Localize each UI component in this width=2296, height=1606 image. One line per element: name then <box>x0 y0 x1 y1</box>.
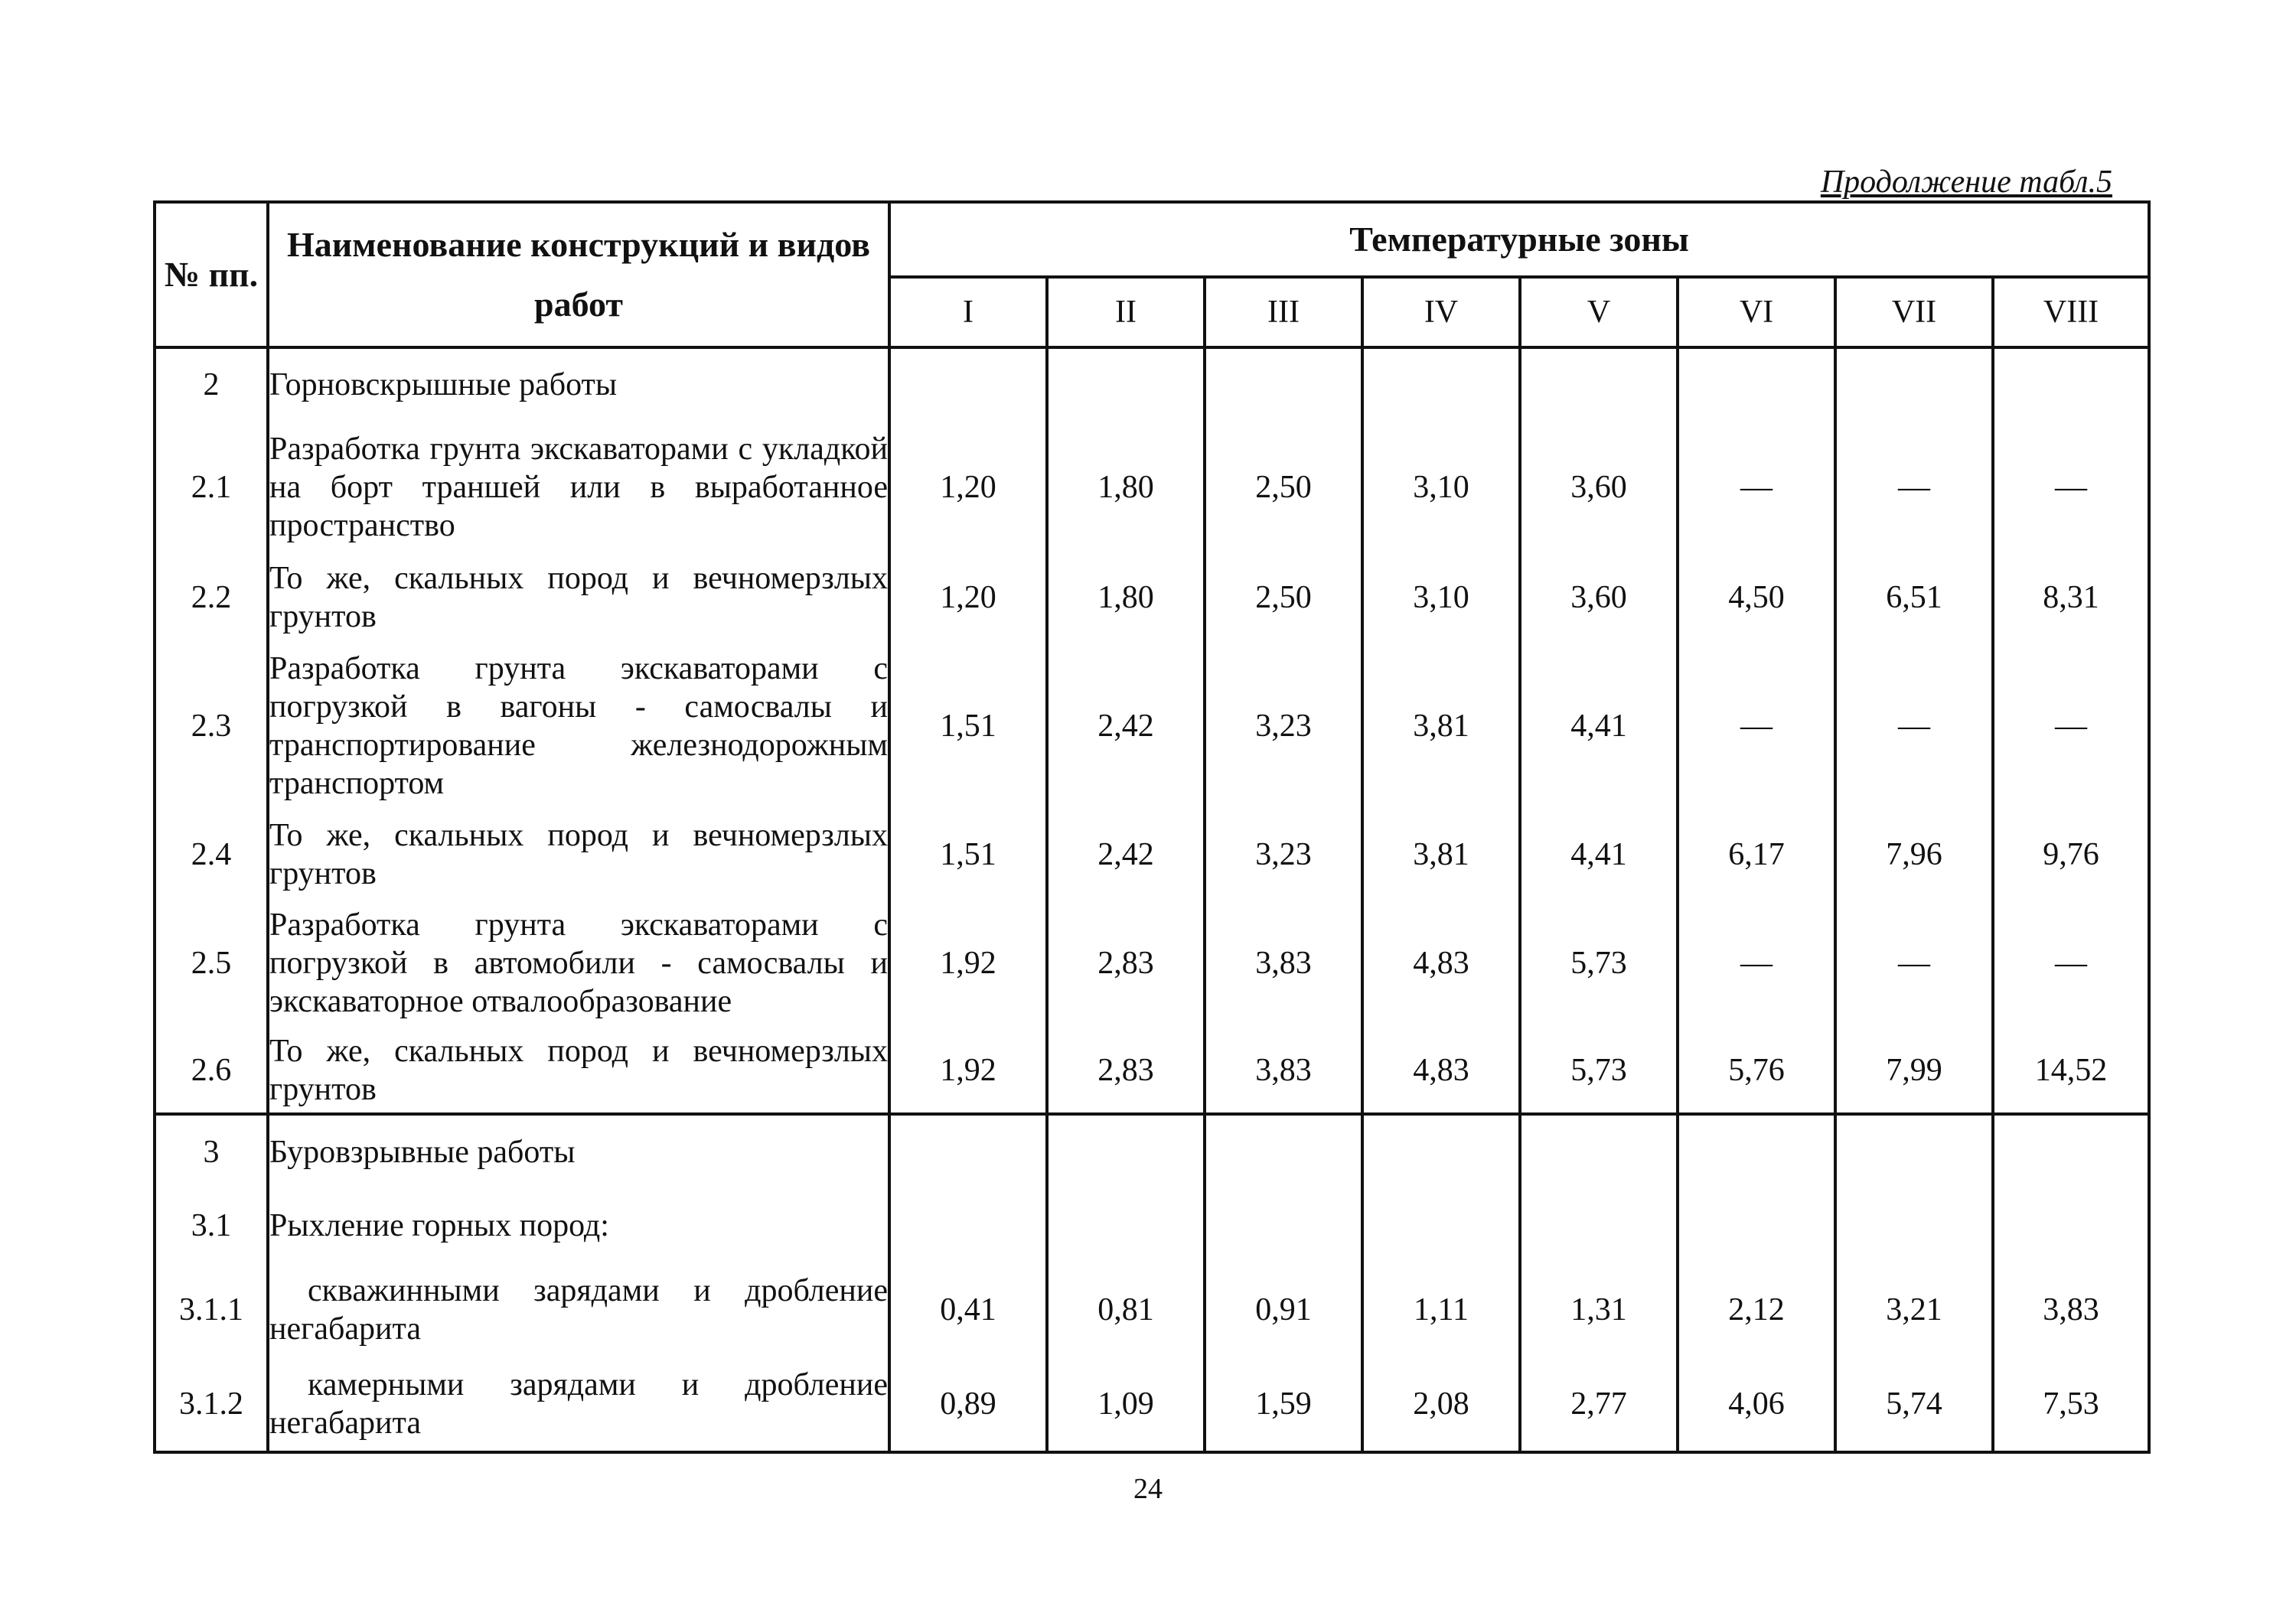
zone-value: 7,99 <box>1835 1028 1993 1114</box>
table-row <box>155 1028 2149 1114</box>
zone-value: 3,23 <box>1205 641 1362 811</box>
zone-value: 3,60 <box>1520 554 1678 641</box>
header-name: Наименование конструкций и видов работ <box>268 202 889 347</box>
table-row <box>155 1357 2149 1452</box>
zone-value: 2,12 <box>1678 1262 1835 1357</box>
table-row <box>155 898 2149 1028</box>
zone-value: — <box>1678 898 1835 1028</box>
row-name: Буровзрывные работы <box>268 1114 889 1189</box>
row-name: скважинными зарядами и дробление негабарита <box>268 1262 889 1357</box>
row-name: То же, скальных пород и вечномерзлых грунтов <box>268 811 889 898</box>
zone-value: 5,74 <box>1835 1357 1993 1452</box>
table-row <box>155 421 2149 554</box>
row-number: 2.6 <box>155 1028 268 1114</box>
zone-value <box>1678 347 1835 421</box>
zone-value: 5,76 <box>1678 1028 1835 1114</box>
coefficients-table <box>153 200 2151 1454</box>
row-number: 3 <box>155 1114 268 1189</box>
row-number: 3.1 <box>155 1189 268 1262</box>
zone-value <box>1205 347 1362 421</box>
table-row <box>155 347 2149 421</box>
zone-value: 7,53 <box>1993 1357 2149 1452</box>
zone-value: 3,60 <box>1520 421 1678 554</box>
zone-value: — <box>1993 641 2149 811</box>
zone-value: 0,91 <box>1205 1262 1362 1357</box>
zone-value: 7,96 <box>1835 811 1993 898</box>
zone-value <box>1678 1189 1835 1262</box>
zone-value: 4,41 <box>1520 641 1678 811</box>
header-zone: IV <box>1362 277 1520 347</box>
header-zone: I <box>889 277 1047 347</box>
zone-value: — <box>1835 421 1993 554</box>
zone-value: 5,73 <box>1520 1028 1678 1114</box>
zone-value: 2,77 <box>1520 1357 1678 1452</box>
zone-value <box>1835 1189 1993 1262</box>
row-number: 2.1 <box>155 421 268 554</box>
zone-value <box>1047 1114 1205 1189</box>
table-caption: Продолжение табл.5 <box>1820 165 2112 200</box>
zone-value: 3,21 <box>1835 1262 1993 1357</box>
zone-value: 0,89 <box>889 1357 1047 1452</box>
header-zones-title: Температурные зоны <box>889 202 2149 277</box>
zone-value: — <box>1835 641 1993 811</box>
zone-value <box>1835 1114 1993 1189</box>
zone-value: 1,59 <box>1205 1357 1362 1452</box>
zone-value: 3,81 <box>1362 641 1520 811</box>
zone-value: 1,31 <box>1520 1262 1678 1357</box>
zone-value: 2,42 <box>1047 641 1205 811</box>
zone-value: 3,81 <box>1362 811 1520 898</box>
row-name: Разработка грунта экскаваторами с погрузкой в вагоны - самосвалы и транспортирование железнодорожным транспортом <box>268 641 889 811</box>
zone-value <box>1205 1114 1362 1189</box>
header-zone: III <box>1205 277 1362 347</box>
table-row <box>155 1114 2149 1189</box>
row-number: 2.2 <box>155 554 268 641</box>
zone-value: 2,83 <box>1047 1028 1205 1114</box>
zone-value: 3,83 <box>1205 898 1362 1028</box>
zone-value: — <box>1835 898 1993 1028</box>
zone-value: 1,51 <box>889 641 1047 811</box>
zone-value <box>1047 1189 1205 1262</box>
table-row <box>155 554 2149 641</box>
table-row <box>155 1189 2149 1262</box>
zone-value: 4,41 <box>1520 811 1678 898</box>
zone-value <box>889 1114 1047 1189</box>
zone-value <box>1993 347 2149 421</box>
zone-value: 6,17 <box>1678 811 1835 898</box>
zone-value: 14,52 <box>1993 1028 2149 1114</box>
zone-value <box>1362 1189 1520 1262</box>
header-zone: VII <box>1835 277 1993 347</box>
zone-value <box>1047 347 1205 421</box>
zone-value: 1,51 <box>889 811 1047 898</box>
row-name: То же, скальных пород и вечномерзлых грунтов <box>268 1028 889 1114</box>
zone-value: 1,11 <box>1362 1262 1520 1357</box>
zone-value: 8,31 <box>1993 554 2149 641</box>
row-name: Рыхление горных пород: <box>268 1189 889 1262</box>
zone-value: 4,83 <box>1362 898 1520 1028</box>
row-number: 3.1.2 <box>155 1357 268 1452</box>
zone-value: 2,42 <box>1047 811 1205 898</box>
zone-value <box>889 1189 1047 1262</box>
row-number: 2.3 <box>155 641 268 811</box>
zone-value: 4,50 <box>1678 554 1835 641</box>
row-name: Горновскрышные работы <box>268 347 889 421</box>
zone-value: 3,10 <box>1362 554 1520 641</box>
zone-value: 2,50 <box>1205 554 1362 641</box>
zone-value: 3,83 <box>1205 1028 1362 1114</box>
zone-value: 1,80 <box>1047 554 1205 641</box>
zone-value: — <box>1678 641 1835 811</box>
zone-value: 2,83 <box>1047 898 1205 1028</box>
zone-value <box>1678 1114 1835 1189</box>
zone-value: — <box>1678 421 1835 554</box>
zone-value: 1,92 <box>889 1028 1047 1114</box>
zone-value: 4,83 <box>1362 1028 1520 1114</box>
zone-value: 3,23 <box>1205 811 1362 898</box>
zone-value: 1,92 <box>889 898 1047 1028</box>
header-zone: VI <box>1678 277 1835 347</box>
zone-value <box>1205 1189 1362 1262</box>
header-zone: V <box>1520 277 1678 347</box>
zone-value: 1,80 <box>1047 421 1205 554</box>
zone-value <box>1993 1114 2149 1189</box>
zone-value: — <box>1993 898 2149 1028</box>
zone-value <box>1993 1189 2149 1262</box>
zone-value: 1,20 <box>889 554 1047 641</box>
zone-value <box>1520 1189 1678 1262</box>
zone-value: 5,73 <box>1520 898 1678 1028</box>
zone-value: 1,20 <box>889 421 1047 554</box>
zone-value <box>889 347 1047 421</box>
table-row <box>155 641 2149 811</box>
zone-value <box>1520 1114 1678 1189</box>
table-row <box>155 811 2149 898</box>
zone-value: 3,10 <box>1362 421 1520 554</box>
zone-value: 2,08 <box>1362 1357 1520 1452</box>
zone-value: 6,51 <box>1835 554 1993 641</box>
row-number: 2 <box>155 347 268 421</box>
zone-value: 9,76 <box>1993 811 2149 898</box>
header-zone: II <box>1047 277 1205 347</box>
zone-value: 3,83 <box>1993 1262 2149 1357</box>
zone-value: 0,81 <box>1047 1262 1205 1357</box>
zone-value <box>1835 347 1993 421</box>
table-row <box>155 1262 2149 1357</box>
header-zone: VIII <box>1993 277 2149 347</box>
row-number: 2.4 <box>155 811 268 898</box>
page-number: 24 <box>1133 1473 1163 1505</box>
zone-value: 2,50 <box>1205 421 1362 554</box>
row-name: Разработка грунта экскаваторами с укладкой на борт траншей или в выработанное пространство <box>268 421 889 554</box>
zone-value: 1,09 <box>1047 1357 1205 1452</box>
table-body <box>155 347 2149 1452</box>
zone-value <box>1362 347 1520 421</box>
row-name: Разработка грунта экскаваторами с погрузкой в автомобили - самосвалы и экскаваторное отвалообразование <box>268 898 889 1028</box>
zone-value: 0,41 <box>889 1262 1047 1357</box>
header-num: № пп. <box>155 202 268 347</box>
row-number: 3.1.1 <box>155 1262 268 1357</box>
zone-value: 4,06 <box>1678 1357 1835 1452</box>
zone-value <box>1362 1114 1520 1189</box>
row-name: То же, скальных пород и вечномерзлых грунтов <box>268 554 889 641</box>
zone-value <box>1520 347 1678 421</box>
zone-value: — <box>1993 421 2149 554</box>
row-name: камерными зарядами и дробление негабарита <box>268 1357 889 1452</box>
row-number: 2.5 <box>155 898 268 1028</box>
